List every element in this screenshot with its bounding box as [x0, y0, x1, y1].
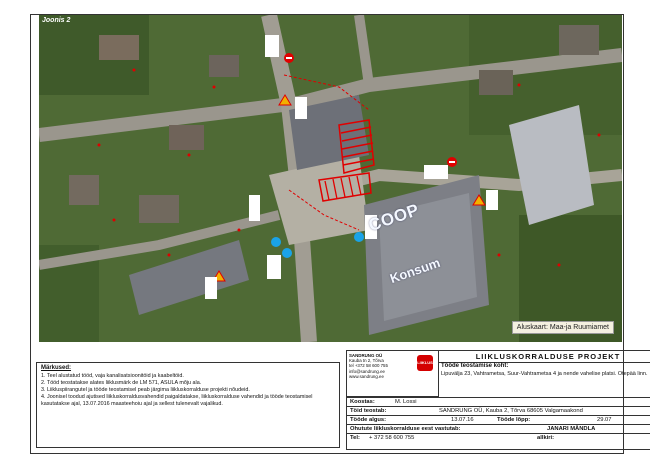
phone-value: + 372 58 600 755: [369, 435, 415, 441]
aerial-map: [39, 15, 622, 342]
stop-logo-icon: LIIKLUS STOPP: [417, 355, 433, 371]
bottom-panel: [30, 344, 648, 454]
note-item: 4. Joonisel toodud ajutised liikluskorraldusvahendid paigaldatakse, liikluskorralduse vahendid ja tööde teostamisel kasutatakse ajal, 13.07.2016 maasteehoiu ajal ja sellest tulenevalt vajalikud.: [41, 394, 313, 407]
prepared-value: M. Lossi: [395, 399, 417, 405]
dates-row: [347, 415, 650, 424]
company-line: tel +372 58 600 755: [349, 363, 388, 369]
notes-box: [36, 362, 340, 448]
title-block: [346, 350, 650, 450]
map-caption: Aluskaart: Maa-ja Ruumiamet: [512, 321, 614, 334]
prepared-row: [347, 397, 650, 406]
project-title: LIIKLUSKORRALDUSE PROJEKT: [439, 351, 650, 363]
prepared-label: Koostas:: [350, 399, 375, 405]
phone-row: [347, 433, 650, 442]
work-location-value: Lipuvälja 23, Vahtrametsa, Suur-Vahtrametsa 4 ja nende vahelise platsi. Otepää linn.: [441, 371, 648, 377]
executor-value: SANDRUNG OÜ, Kauba 2, Tõrva 68605 Valgamaakond: [439, 408, 583, 414]
note-item: 1. Teel alustatud tööd, vaja kanalisatsioonitöid ja kaabeltöid.: [41, 373, 184, 379]
note-item: 3. Liikluspiirangutel ja tööde teostamisel peab järgima liikluskorralduse projekti nõudeid.: [41, 387, 250, 393]
responsible-row: [347, 424, 650, 433]
signature-label: allkiri:: [537, 435, 555, 441]
notes-header: Märkused:: [41, 365, 72, 371]
note-item: 2. Tööd teostatakse alates liiklusmärk de LM 571, ASULA mõju ala.: [41, 380, 202, 386]
executor-label: Töid teostab:: [350, 408, 387, 414]
start-label: Tööde algus:: [350, 417, 387, 423]
end-value: 29.07: [597, 417, 612, 423]
work-location-label: Tööde teostamise koht:: [441, 363, 509, 369]
phone-label: Tel:: [350, 435, 360, 441]
start-value: 13.07.16: [451, 417, 474, 423]
company-block: [347, 351, 439, 397]
executor-row: [347, 406, 650, 415]
map-graphic: [39, 15, 622, 342]
sheet-label: Joonis 2: [42, 17, 71, 24]
company-line: SANDRUNG OÜ: [349, 353, 383, 358]
company-line: info@sandrung.ee: [349, 368, 385, 374]
store-subname: Konsum: [387, 254, 443, 287]
company-line: www.sandrung.ee: [349, 373, 384, 379]
responsible-label: Ohutute liikluskorralduse eest vastutab:: [350, 426, 461, 432]
company-line: Kauba tn 2, Tõrva: [349, 358, 384, 364]
store-name: COOP: [366, 200, 422, 235]
end-label: Tööde lõpp:: [497, 417, 531, 423]
responsible-value: JANARI MÄNDLA: [547, 426, 596, 432]
